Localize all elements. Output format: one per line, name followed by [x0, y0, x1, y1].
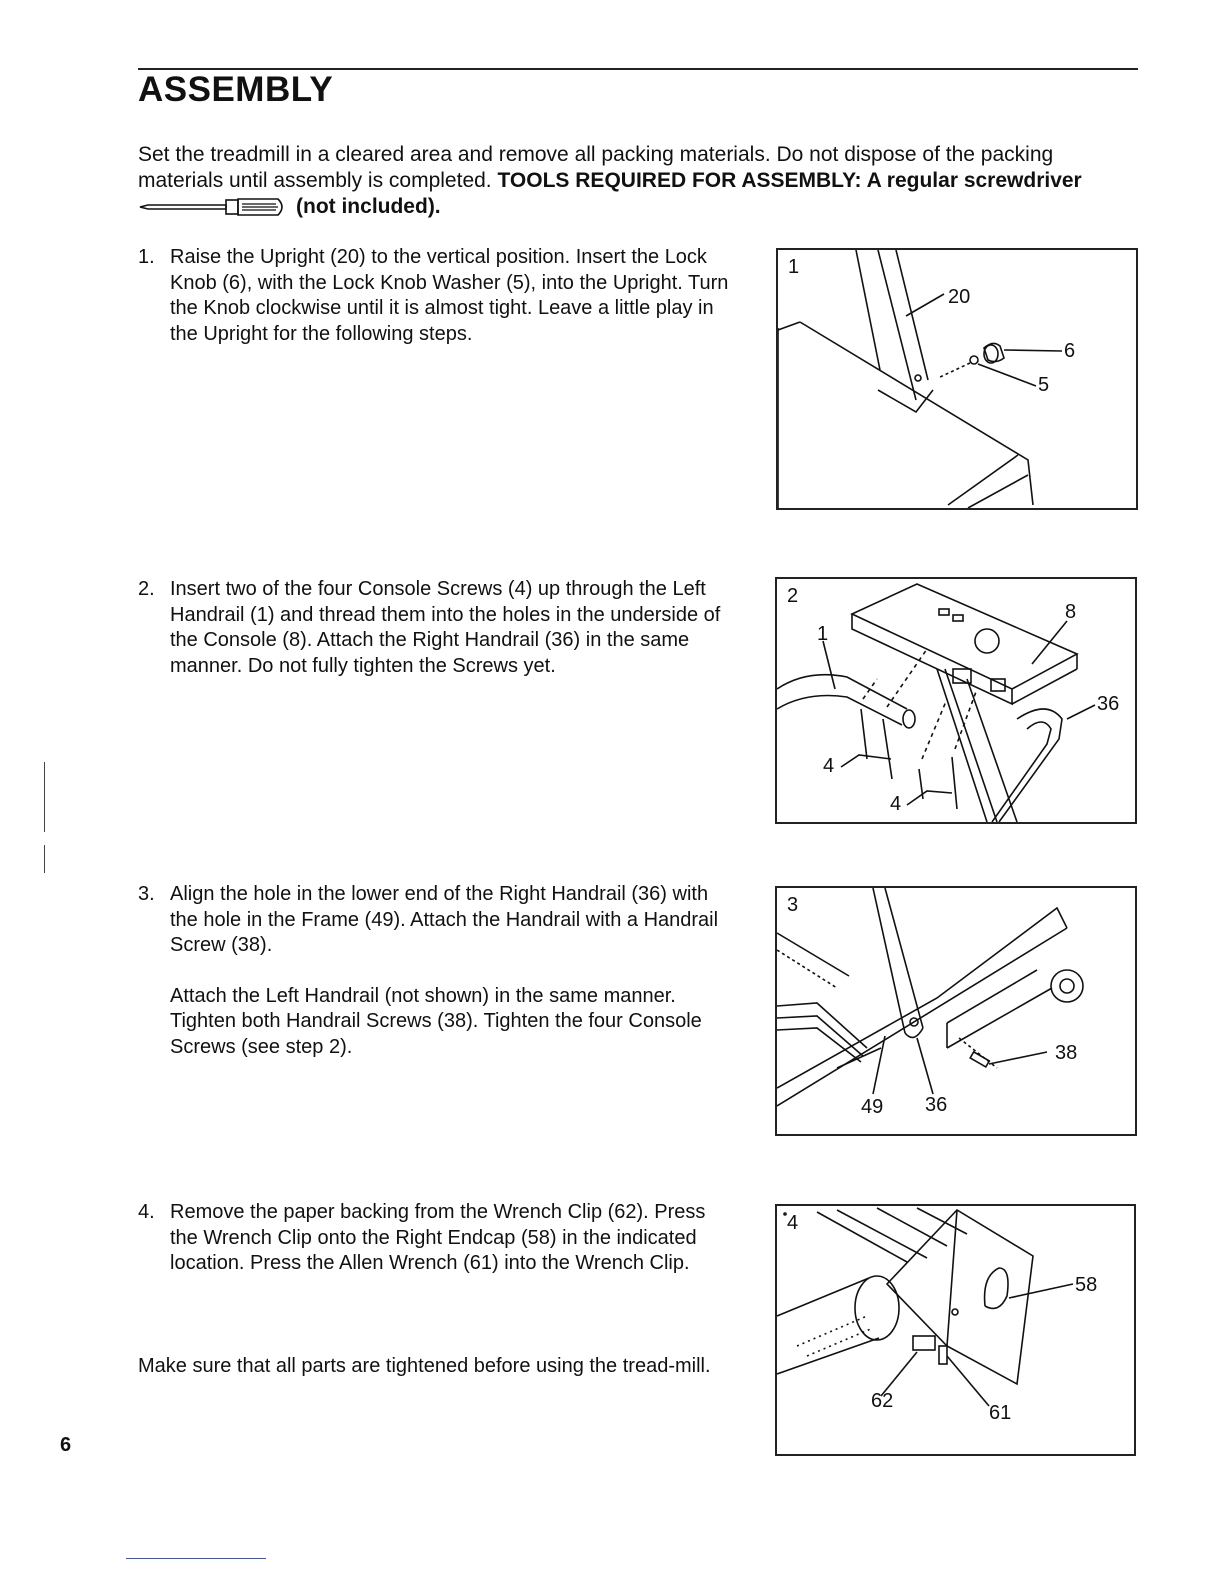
- callout-label: 36: [1097, 693, 1120, 715]
- endcap-wrench-clip-illustration: [777, 1206, 1134, 1454]
- figure-number: 1: [788, 256, 800, 278]
- callout-label: 1: [817, 623, 829, 645]
- step-number: 2.: [138, 578, 155, 600]
- final-note: Make sure that all parts are tightened before using the tread-mill.: [138, 1355, 711, 1377]
- intro-paragraph: [138, 142, 1138, 220]
- step-text: Attach the Left Handrail (not shown) in the same manner. Tighten both Handrail Screws (38). Tighten the four Console Screws (see step 2).: [170, 984, 702, 1058]
- figure-number: 3: [787, 894, 799, 916]
- callout-label: 5: [1038, 374, 1050, 396]
- intro-line-2: [138, 168, 1138, 194]
- figure-3: [775, 886, 1137, 1136]
- figure-2: [775, 577, 1137, 824]
- step-text: Insert two of the four Console Screws (4) up through the Left Handrail (1) and thread them into the holes in the underside of the Console (8). Attach the Right Handrail (36) in the same manner. Do not fully tighten the Screws yet.: [170, 578, 721, 677]
- step-1: [138, 245, 738, 347]
- step-text: Remove the paper backing from the Wrench Clip (62). Press the Wrench Clip onto the Right Endcap (58) in the indicated location. Press the Allen Wrench (61) into the Wrench Clip.: [170, 1201, 706, 1274]
- console-handrail-illustration: [777, 579, 1135, 822]
- step-text: Align the hole in the lower end of the Right Handrail (36) with the hole in the Frame (49). Attach the Handrail with a Handrail Screw (38).: [170, 883, 719, 956]
- callout-label: 38: [1055, 1042, 1078, 1064]
- page-number: 6: [60, 1434, 72, 1456]
- step-text: Raise the Upright (20) to the vertical position. Insert the Lock Knob (6), with the Lock Knob Washer (5), into the Upright. Turn the Knob clockwise until it is almost tight. Leave a little play in the Upright for the following steps.: [170, 246, 729, 345]
- intro-line-3: [138, 194, 1138, 220]
- step-2: [138, 577, 738, 679]
- callout-label: 58: [1075, 1274, 1098, 1296]
- screwdriver-icon: [138, 196, 288, 218]
- figure-number: 2: [787, 585, 799, 607]
- callout-label: 62: [871, 1390, 894, 1412]
- step-3: [138, 882, 738, 1060]
- intro-line-1: Set the treadmill in a cleared area and remove all packing materials. Do not dispose of the packing: [138, 143, 1054, 166]
- margin-mark: [44, 845, 45, 873]
- page-title: ASSEMBLY: [138, 70, 334, 109]
- margin-mark: [44, 762, 45, 832]
- callout-label: 4: [823, 755, 835, 777]
- callout-label: 4: [890, 793, 902, 815]
- not-included-text: (not included).: [296, 195, 441, 218]
- callout-label: 49: [861, 1096, 884, 1118]
- figure-number: 4: [787, 1212, 799, 1234]
- callout-label: 20: [948, 286, 971, 308]
- step-4: [138, 1200, 738, 1277]
- step-number: 1.: [138, 246, 155, 268]
- step-number: 4.: [138, 1201, 155, 1223]
- step-number: 3.: [138, 883, 155, 905]
- callout-label: 6: [1064, 340, 1076, 362]
- figure-1: [776, 248, 1138, 510]
- tools-required-text: TOOLS REQUIRED FOR ASSEMBLY: A regular screwdriver: [497, 169, 1082, 192]
- callout-label: 36: [925, 1094, 948, 1116]
- callout-label: 61: [989, 1402, 1012, 1424]
- figure-4: [775, 1204, 1136, 1456]
- callout-label: 8: [1065, 601, 1077, 623]
- intro-line-2-text: materials until assembly is completed.: [138, 169, 498, 192]
- footer-line: [126, 1558, 266, 1559]
- handrail-frame-illustration: [777, 888, 1135, 1134]
